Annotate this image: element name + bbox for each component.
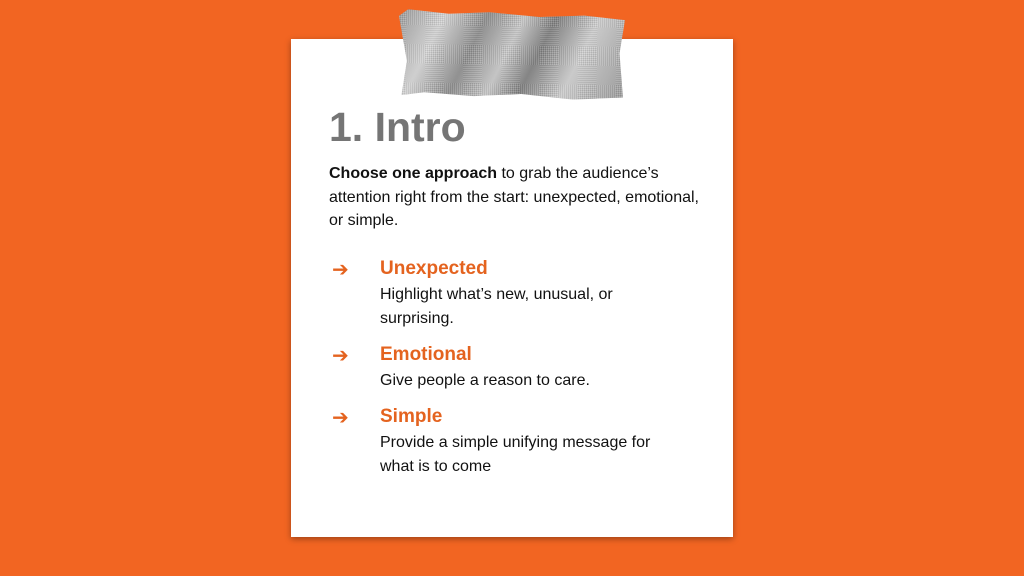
list-item-emotional	[332, 341, 702, 393]
intro-bold-text: Choose one approach	[329, 165, 498, 182]
item-title: Unexpected	[380, 258, 488, 279]
item-description: Provide a simple unifying message for what is to come	[380, 434, 651, 475]
list-item-unexpected	[332, 255, 702, 331]
intro-text	[329, 162, 699, 233]
item-title: Simple	[380, 406, 443, 427]
list-item-simple	[332, 403, 702, 479]
item-description: Give people a reason to care.	[380, 372, 590, 389]
arrow-right-icon: ➔	[332, 405, 349, 429]
arrow-right-icon: ➔	[332, 343, 349, 367]
tape-decoration	[397, 9, 625, 101]
slide-title: 1. Intro	[329, 104, 466, 150]
item-title: Emotional	[380, 344, 472, 365]
item-description: Highlight what’s new, unusual, or surprising.	[380, 286, 613, 327]
arrow-right-icon: ➔	[332, 257, 349, 281]
approach-list	[332, 255, 702, 479]
intro-rest-text: to grab the audience’s attention right from the start: unexpected, emotional, or simple.	[329, 165, 699, 229]
